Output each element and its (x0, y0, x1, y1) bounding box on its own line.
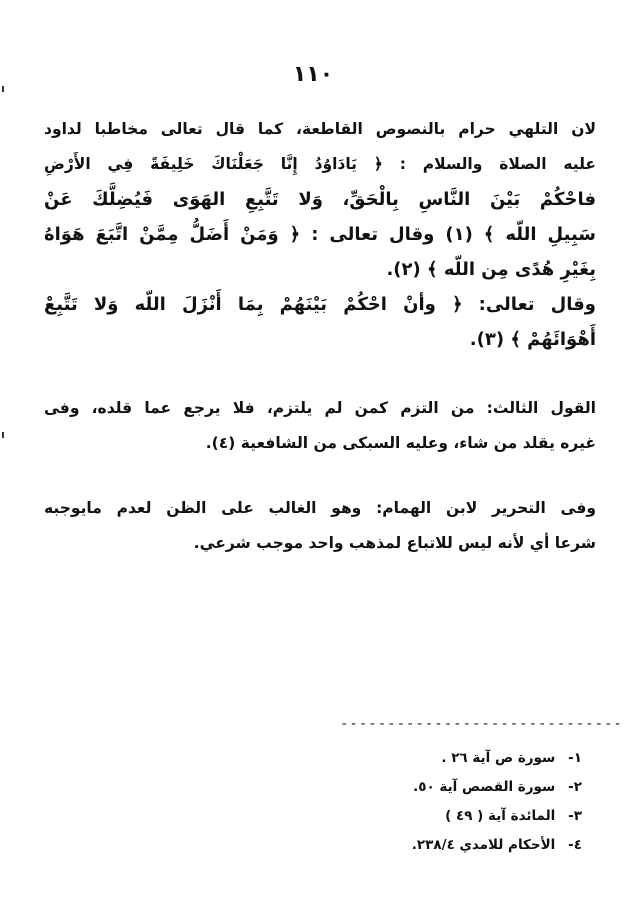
footnote-text: المائدة آية ( ٤٩ ) (445, 808, 556, 824)
footnote-text: سورة القصص آية ٥٠. (413, 779, 556, 795)
page-number: ١١٠ (292, 62, 334, 87)
text-line: فاحْكُمْ بَيْنَ النَّاسِ بِالْحَقِّ، وَلا تَتَّبِعِ الهَوَى فَيُضِلَّكَ عَنْ (44, 189, 596, 210)
text-line: القول الثالث: من التزم كمن لم يلتزم، فلا يرجع عما قلده، وفى (44, 399, 596, 417)
footnote-number: ٢- (568, 779, 582, 795)
scan-edge-mark (2, 432, 4, 438)
main-text (44, 112, 596, 561)
text-line: بِغَيْرِ هُدًى مِن اللّه ﴾ (٢). (386, 259, 596, 280)
footnote-text: سورة ص آية ٢٦ . (441, 750, 556, 766)
footnote-number: ٣- (568, 808, 582, 824)
scan-edge-mark (2, 86, 4, 92)
text-line: لان التلهي حرام بالنصوص القاطعة، كما قال تعالى مخاطبا لداود (44, 120, 596, 138)
footnote-separator: ------------------------------ (340, 716, 623, 732)
footnote-item (322, 773, 582, 802)
footnote-item (322, 831, 582, 860)
footnote-text: الأحكام للامدي ٢٣٨/٤. (411, 837, 556, 853)
text-line: وقال تعالى: ﴿ وأنْ احْكُمْ بَيْنَهُمْ بِمَا أَنْزَلَ اللّه وَلا تَتَّبِعْ (44, 294, 596, 315)
text-line: غيره يقلد من شاء، وعليه السبكى من الشافعية (٤). (205, 434, 596, 452)
text-line: سَبِيلِ اللّه ﴾ (١) وقال تعالى : ﴿ وَمَنْ أَضَلُّ مِمَّنْ اتَّبَعَ هَوَاهُ (44, 224, 596, 245)
footnote-number: ٤- (568, 837, 582, 853)
footnote-item (322, 802, 582, 831)
footnotes (322, 744, 582, 860)
text-line: وفى التحرير لابن الهمام: وهو الغالب على الظن لعدم مايوجبه (44, 499, 596, 517)
footnote-item (322, 744, 582, 773)
footnote-number: ١- (568, 750, 582, 766)
text-line: أَهْوَائَهُمْ ﴾ (٣). (469, 329, 596, 350)
text-line: عليه الصلاة والسلام : ﴿ يَادَاوُدُ إِنَّا جَعَلْنَاكَ خَلِيفَةً فِي الأَرْضِ (44, 155, 596, 173)
text-line: شرعا أي لأنه ليس للاتباع لمذهب واحد موجب شرعي. (193, 534, 596, 552)
